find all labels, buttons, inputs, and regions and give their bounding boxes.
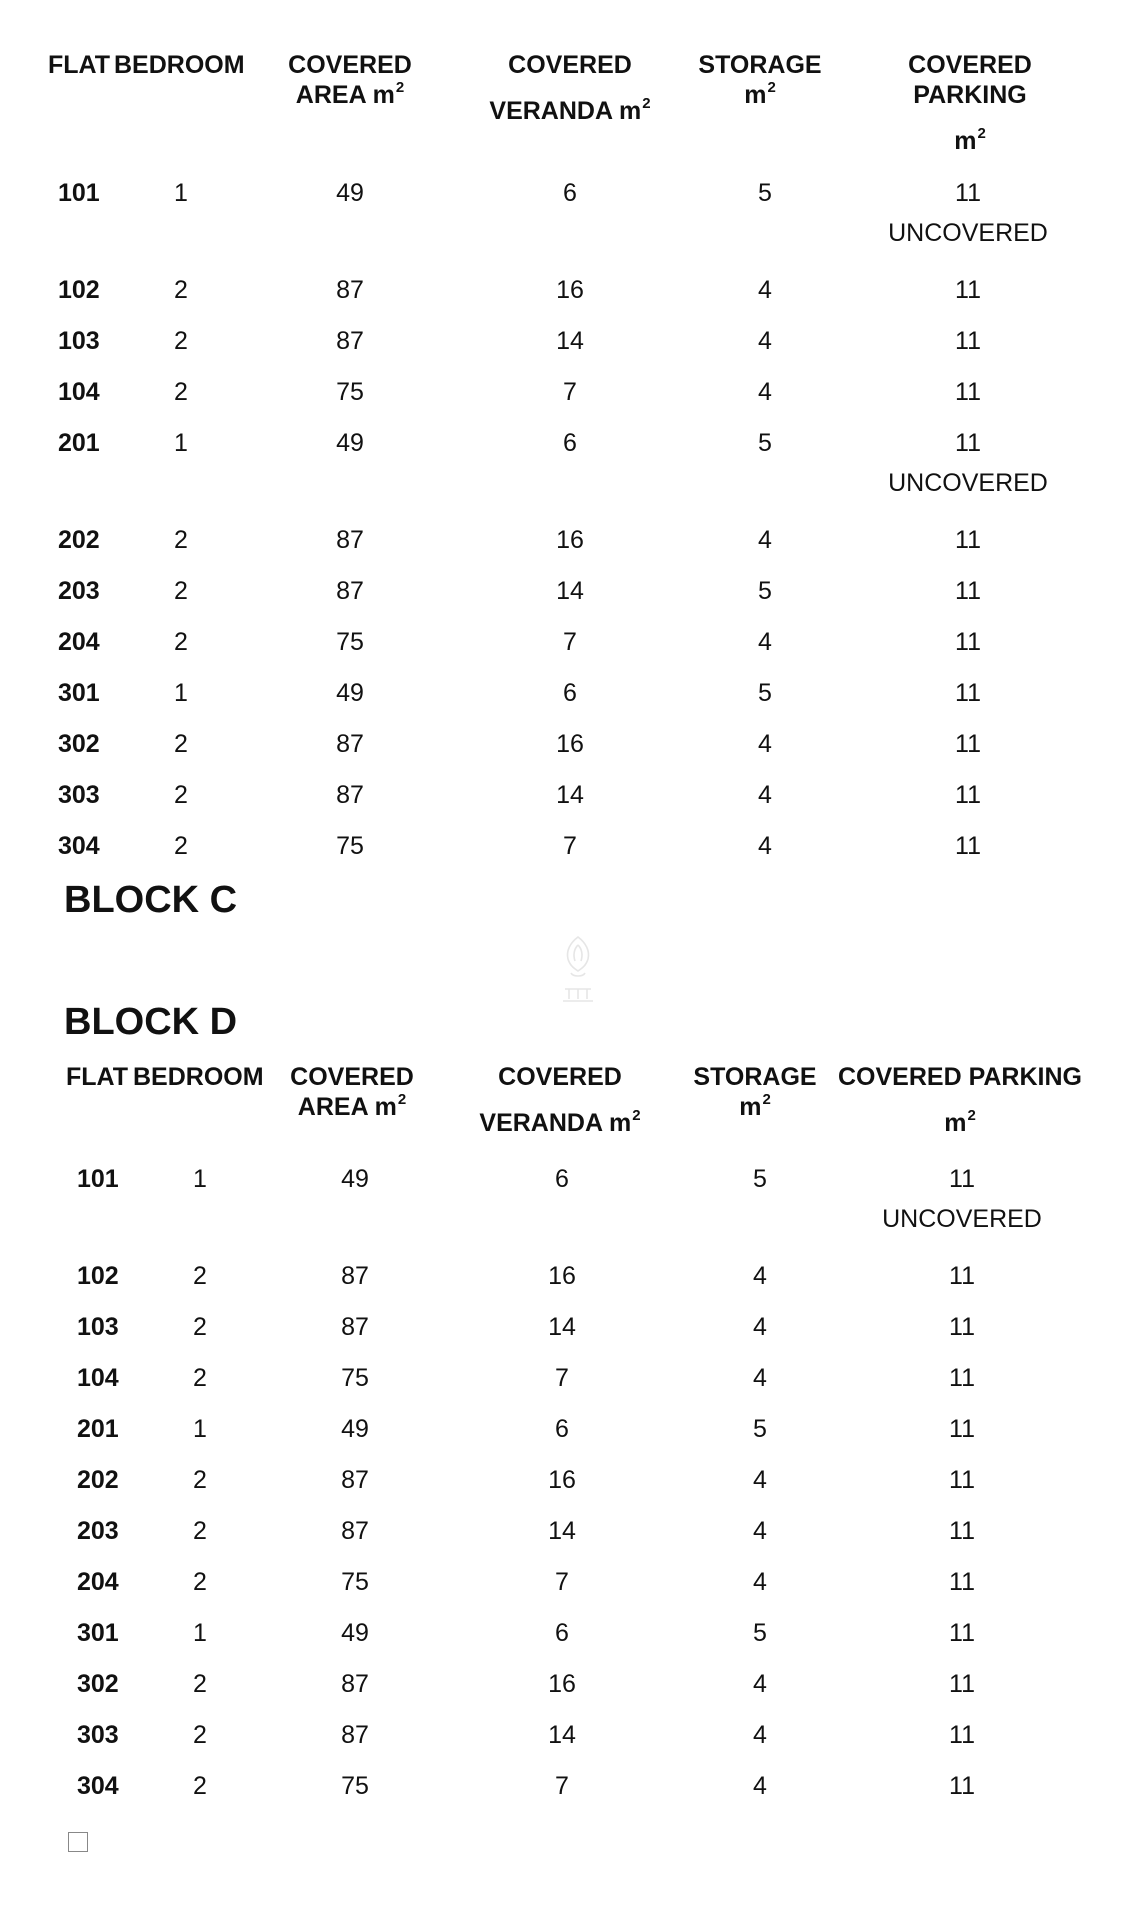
cell-storage: 4 — [753, 1721, 767, 1749]
cell-bedroom: 2 — [193, 1670, 207, 1698]
cell-area: 75 — [336, 832, 364, 860]
cell-storage: 5 — [753, 1165, 767, 1193]
cell-parking: 11 — [955, 429, 981, 457]
cell-area: 49 — [336, 429, 364, 457]
cell-storage: 5 — [753, 1415, 767, 1443]
cell-storage: 4 — [753, 1568, 767, 1596]
cell-veranda: 14 — [556, 781, 584, 809]
header-flat: FLAT — [66, 1063, 129, 1091]
checkbox[interactable] — [68, 1832, 88, 1852]
cell-flat: 204 — [77, 1568, 119, 1596]
cell-veranda: 14 — [548, 1313, 576, 1341]
cell-area: 87 — [341, 1313, 369, 1341]
cell-bedroom: 2 — [174, 628, 188, 656]
cell-veranda: 6 — [563, 179, 577, 207]
header-covered-area: COVERED AREA $m^2$ — [288, 51, 412, 109]
cell-storage: 4 — [758, 781, 772, 809]
cell-flat: 302 — [58, 730, 100, 758]
watermark-logo-icon — [553, 933, 603, 1005]
cell-bedroom: 2 — [174, 327, 188, 355]
cell-flat: 103 — [58, 327, 100, 355]
cell-storage: 5 — [758, 577, 772, 605]
cell-parking: 11 — [949, 1466, 975, 1494]
cell-parking: 11 — [949, 1313, 975, 1341]
cell-flat: 204 — [58, 628, 100, 656]
cell-parking: 11 — [955, 327, 981, 355]
header-covered-area: COVERED AREA $m^2$ — [290, 1063, 414, 1121]
cell-area: 87 — [341, 1517, 369, 1545]
cell-veranda: 14 — [556, 577, 584, 605]
cell-storage: 4 — [758, 628, 772, 656]
cell-bedroom: 2 — [174, 730, 188, 758]
cell-parking: 11 — [955, 179, 981, 207]
cell-veranda: 6 — [563, 429, 577, 457]
cell-bedroom: 2 — [174, 378, 188, 406]
cell-veranda: 6 — [563, 679, 577, 707]
cell-area: 87 — [341, 1670, 369, 1698]
cell-flat: 102 — [58, 276, 100, 304]
cell-parking: 11 — [955, 577, 981, 605]
cell-area: 49 — [336, 179, 364, 207]
cell-veranda: 16 — [556, 526, 584, 554]
cell-bedroom: 2 — [174, 577, 188, 605]
cell-flat: 201 — [77, 1415, 119, 1443]
cell-storage: 5 — [758, 679, 772, 707]
cell-veranda: 7 — [555, 1772, 569, 1800]
cell-flat: 102 — [77, 1262, 119, 1290]
block-c-title: BLOCK C — [64, 879, 238, 921]
cell-flat: 202 — [58, 526, 100, 554]
cell-flat: 104 — [58, 378, 100, 406]
cell-parking: 11 — [955, 781, 981, 809]
cell-bedroom: 2 — [174, 781, 188, 809]
cell-storage: 4 — [753, 1466, 767, 1494]
cell-bedroom: 2 — [193, 1517, 207, 1545]
header-bedroom: BEDROOM — [133, 1063, 264, 1091]
cell-parking: 11 — [949, 1670, 975, 1698]
cell-storage: 4 — [758, 276, 772, 304]
cell-bedroom: 2 — [193, 1721, 207, 1749]
cell-parking: 11 — [949, 1619, 975, 1647]
cell-parking: 11 — [955, 679, 981, 707]
cell-veranda: 7 — [563, 378, 577, 406]
cell-storage: 5 — [758, 179, 772, 207]
header-storage: STORAGE $m^2$ — [698, 51, 822, 109]
cell-area: 87 — [336, 327, 364, 355]
cell-storage: 4 — [758, 832, 772, 860]
cell-flat: 101 — [58, 179, 100, 207]
cell-storage: 4 — [758, 730, 772, 758]
cell-bedroom: 2 — [193, 1568, 207, 1596]
cell-parking: 11 — [955, 526, 981, 554]
header-covered-parking: COVERED PARKING $m^2$ — [908, 51, 1032, 155]
cell-storage: 4 — [758, 378, 772, 406]
cell-bedroom: 1 — [193, 1165, 207, 1193]
cell-parking: 11 — [955, 832, 981, 860]
cell-veranda: 7 — [555, 1364, 569, 1392]
cell-bedroom: 2 — [193, 1364, 207, 1392]
cell-veranda: 7 — [563, 628, 577, 656]
header-covered-veranda: COVERED VERANDA $m^2$ — [489, 51, 651, 125]
uncovered-note: UNCOVERED — [888, 219, 1048, 247]
uncovered-note: UNCOVERED — [888, 469, 1048, 497]
cell-parking: 11 — [949, 1772, 975, 1800]
header-bedroom: BEDROOM — [114, 51, 245, 79]
cell-flat: 304 — [58, 832, 100, 860]
cell-flat: 203 — [58, 577, 100, 605]
cell-area: 87 — [341, 1466, 369, 1494]
cell-area: 87 — [336, 526, 364, 554]
cell-parking: 11 — [949, 1517, 975, 1545]
header-storage: STORAGE $m^2$ — [693, 1063, 817, 1121]
cell-area: 75 — [341, 1568, 369, 1596]
cell-storage: 5 — [753, 1619, 767, 1647]
cell-bedroom: 2 — [174, 526, 188, 554]
cell-veranda: 14 — [556, 327, 584, 355]
cell-area: 49 — [341, 1619, 369, 1647]
cell-veranda: 16 — [548, 1262, 576, 1290]
cell-flat: 101 — [77, 1165, 119, 1193]
cell-veranda: 7 — [555, 1568, 569, 1596]
cell-veranda: 16 — [548, 1466, 576, 1494]
cell-bedroom: 2 — [193, 1466, 207, 1494]
cell-area: 75 — [336, 378, 364, 406]
cell-area: 87 — [336, 276, 364, 304]
cell-flat: 303 — [77, 1721, 119, 1749]
cell-bedroom: 1 — [193, 1415, 207, 1443]
cell-veranda: 16 — [548, 1670, 576, 1698]
cell-area: 75 — [341, 1364, 369, 1392]
cell-area: 49 — [341, 1165, 369, 1193]
cell-area: 49 — [341, 1415, 369, 1443]
cell-bedroom: 2 — [174, 832, 188, 860]
uncovered-note: UNCOVERED — [882, 1205, 1042, 1233]
cell-bedroom: 2 — [193, 1313, 207, 1341]
cell-storage: 4 — [753, 1262, 767, 1290]
cell-parking: 11 — [955, 730, 981, 758]
cell-veranda: 16 — [556, 276, 584, 304]
cell-flat: 301 — [77, 1619, 119, 1647]
cell-flat: 303 — [58, 781, 100, 809]
cell-area: 87 — [341, 1262, 369, 1290]
cell-veranda: 14 — [548, 1721, 576, 1749]
cell-veranda: 7 — [563, 832, 577, 860]
cell-flat: 202 — [77, 1466, 119, 1494]
cell-parking: 11 — [949, 1568, 975, 1596]
cell-flat: 203 — [77, 1517, 119, 1545]
cell-bedroom: 1 — [193, 1619, 207, 1647]
cell-parking: 11 — [949, 1415, 975, 1443]
cell-storage: 4 — [753, 1313, 767, 1341]
cell-bedroom: 2 — [193, 1262, 207, 1290]
cell-storage: 5 — [758, 429, 772, 457]
cell-flat: 304 — [77, 1772, 119, 1800]
cell-storage: 4 — [753, 1670, 767, 1698]
cell-veranda: 6 — [555, 1165, 569, 1193]
header-flat: FLAT — [48, 51, 111, 79]
cell-storage: 4 — [758, 327, 772, 355]
cell-area: 75 — [336, 628, 364, 656]
cell-flat: 104 — [77, 1364, 119, 1392]
cell-flat: 201 — [58, 429, 100, 457]
cell-parking: 11 — [949, 1165, 975, 1193]
cell-storage: 4 — [758, 526, 772, 554]
cell-parking: 11 — [949, 1721, 975, 1749]
cell-bedroom: 1 — [174, 179, 188, 207]
cell-bedroom: 1 — [174, 679, 188, 707]
cell-bedroom: 2 — [174, 276, 188, 304]
cell-parking: 11 — [955, 276, 981, 304]
cell-storage: 4 — [753, 1772, 767, 1800]
cell-veranda: 14 — [548, 1517, 576, 1545]
cell-storage: 4 — [753, 1517, 767, 1545]
cell-flat: 302 — [77, 1670, 119, 1698]
cell-flat: 301 — [58, 679, 100, 707]
cell-veranda: 16 — [556, 730, 584, 758]
cell-flat: 103 — [77, 1313, 119, 1341]
block-d-title: BLOCK D — [64, 1001, 238, 1043]
cell-bedroom: 2 — [193, 1772, 207, 1800]
cell-parking: 11 — [949, 1262, 975, 1290]
cell-parking: 11 — [955, 628, 981, 656]
cell-area: 87 — [336, 577, 364, 605]
cell-bedroom: 1 — [174, 429, 188, 457]
cell-area: 75 — [341, 1772, 369, 1800]
cell-parking: 11 — [955, 378, 981, 406]
cell-area: 87 — [336, 781, 364, 809]
cell-parking: 11 — [949, 1364, 975, 1392]
header-covered-veranda: COVERED VERANDA $m^2$ — [479, 1063, 641, 1137]
header-covered-parking: COVERED PARKING $m^2$ — [837, 1063, 1082, 1137]
cell-area: 87 — [336, 730, 364, 758]
cell-storage: 4 — [753, 1364, 767, 1392]
cell-veranda: 6 — [555, 1619, 569, 1647]
cell-area: 49 — [336, 679, 364, 707]
cell-veranda: 6 — [555, 1415, 569, 1443]
cell-area: 87 — [341, 1721, 369, 1749]
